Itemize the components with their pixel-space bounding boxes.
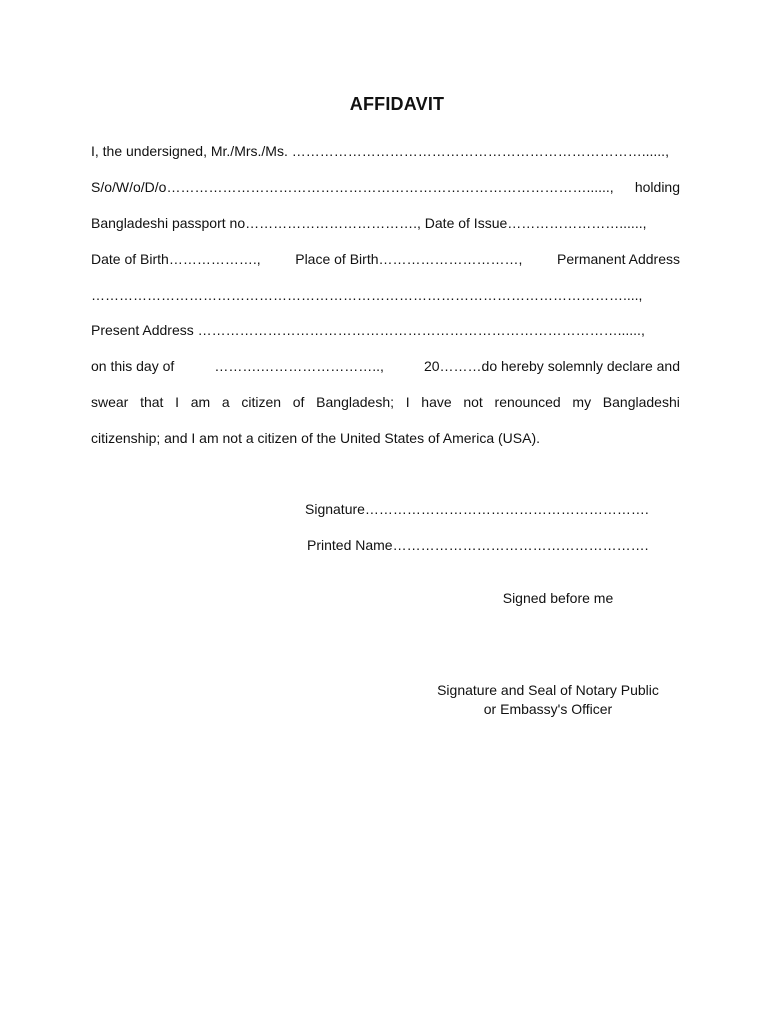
swear-word: swear bbox=[91, 394, 129, 410]
swear-word: am bbox=[190, 394, 211, 410]
permanent-address-label: Permanent Address bbox=[557, 251, 680, 267]
day-field: ……….…………………….., bbox=[214, 358, 384, 374]
line-swear bbox=[91, 393, 680, 411]
line-present-address: Present Address ………………………………………………………………………………......, bbox=[91, 322, 645, 338]
date-of-birth-field: Date of Birth………………., bbox=[91, 251, 261, 267]
holding-text: holding bbox=[634, 179, 680, 195]
son-of-field: S/o/W/o/D/o………………………………………………………………………………......, bbox=[91, 179, 614, 195]
swear-word: that bbox=[140, 394, 164, 410]
notary-caption bbox=[408, 681, 688, 719]
line-passport: Bangladeshi passport no………………………………., Date of Issue……………………......, bbox=[91, 215, 647, 231]
line-citizenship: citizenship; and I am not a citizen of the United States of America (USA). bbox=[91, 430, 540, 446]
swear-word: citizen bbox=[241, 394, 282, 410]
line-permanent-address: ……………………………………………………………………………………………………...., bbox=[91, 287, 643, 303]
swear-word: I bbox=[175, 394, 180, 410]
swear-word: Bangladesh; bbox=[316, 394, 394, 410]
swear-word: Bangladeshi bbox=[602, 394, 680, 410]
signed-before-me: Signed before me bbox=[502, 590, 614, 606]
on-this-day-text: on this day of bbox=[91, 358, 175, 374]
swear-word: not bbox=[463, 394, 483, 410]
notary-line-2: or Embassy's Officer bbox=[483, 701, 613, 717]
swear-word: of bbox=[292, 394, 305, 410]
printed-name-line: Printed Name………………………………………………. bbox=[307, 537, 649, 553]
place-of-birth-field: Place of Birth…………………………, bbox=[295, 251, 523, 267]
swear-word: my bbox=[572, 394, 592, 410]
line-son-of bbox=[91, 178, 680, 196]
swear-word: renounced bbox=[494, 394, 561, 410]
swear-word: a bbox=[221, 394, 230, 410]
line-birth bbox=[91, 250, 680, 268]
line-undersigned: I, the undersigned, Mr./Mrs./Ms. …………………………………………………………………......, bbox=[91, 143, 669, 159]
notary-line-1: Signature and Seal of Notary Public bbox=[437, 682, 659, 698]
document-title: AFFIDAVIT bbox=[349, 94, 445, 114]
swear-word: I bbox=[405, 394, 410, 410]
signature-line: Signature……………………………………………………. bbox=[305, 501, 649, 517]
line-date bbox=[91, 357, 680, 375]
declare-text: 20………do hereby solemnly declare and bbox=[423, 358, 680, 374]
swear-word: have bbox=[421, 394, 452, 410]
